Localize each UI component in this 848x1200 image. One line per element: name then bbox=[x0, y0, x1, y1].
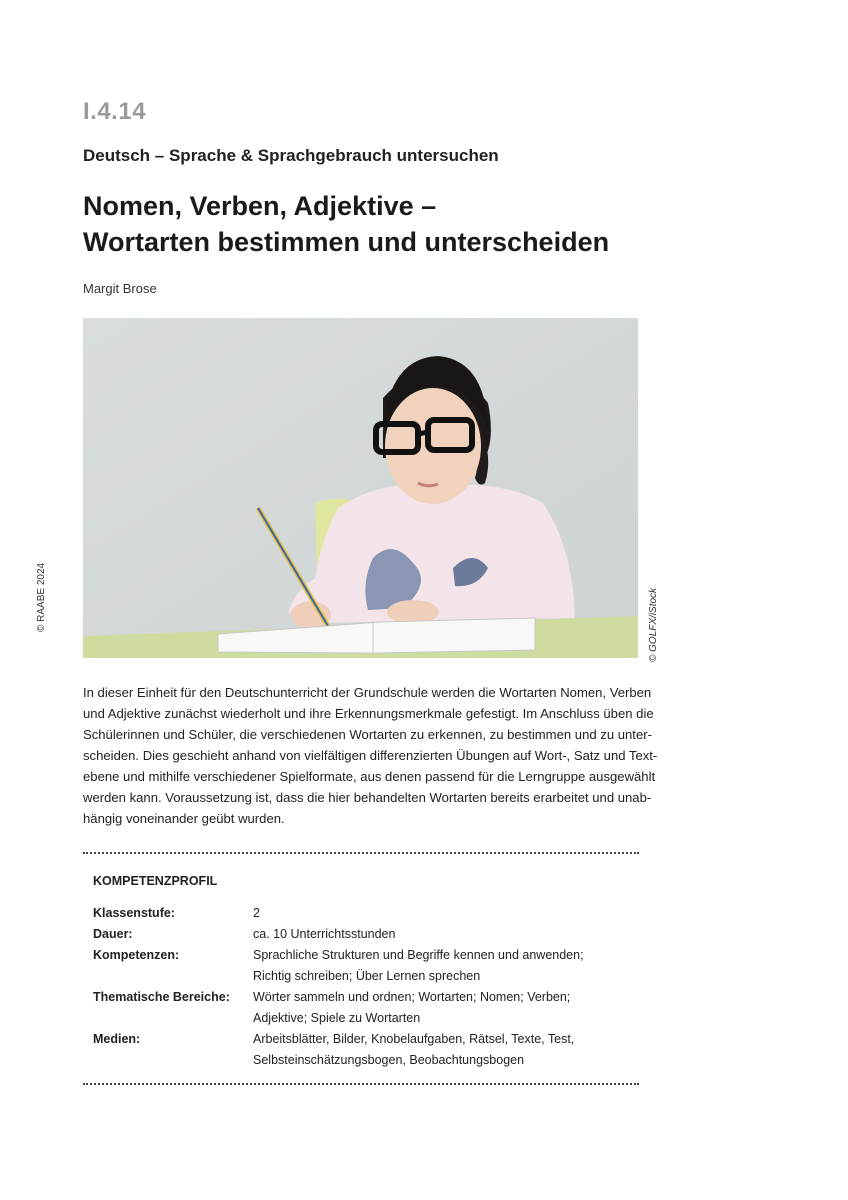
page-title bbox=[83, 188, 609, 260]
dotted-divider-top bbox=[83, 852, 639, 854]
kp-value-line: Adjektive; Spiele zu Wortarten bbox=[253, 1011, 421, 1025]
kp-value bbox=[253, 945, 584, 987]
intro-paragraph bbox=[83, 682, 658, 829]
intro-line: werden kann. Voraussetzung ist, dass die hier behandelten Wortarten bereits erarbeitet und unab- bbox=[83, 790, 652, 805]
title-line-1: Nomen, Verben, Adjektive – bbox=[83, 191, 437, 221]
kp-value-line: ca. 10 Unterrichtsstunden bbox=[253, 927, 396, 941]
kp-value bbox=[253, 1029, 574, 1071]
intro-line: In dieser Einheit für den Deutschunterricht der Grundschule werden die Wortarten Nomen, Verben bbox=[83, 685, 652, 700]
kp-value bbox=[253, 987, 570, 1029]
girl-writing-illustration bbox=[83, 318, 638, 658]
kp-value bbox=[253, 903, 260, 924]
kp-value-line: Selbsteinschätzungsbogen, Beobachtungsbogen bbox=[253, 1053, 525, 1067]
kompetenzprofil-table bbox=[93, 903, 633, 1071]
kp-label: Kompetenzen: bbox=[93, 948, 180, 962]
kp-value-line: Wörter sammeln und ordnen; Wortarten; Nomen; Verben; bbox=[253, 990, 571, 1004]
kp-row-klassenstufe bbox=[93, 903, 633, 924]
kp-row-medien bbox=[93, 1029, 633, 1071]
kp-value-line: Sprachliche Strukturen und Begriffe kennen und anwenden; bbox=[253, 948, 584, 962]
intro-line: und Adjektive zunächst wiederholt und ihre Erkennungsmerkmale gefestigt. Im Anschluss üben die bbox=[83, 706, 654, 721]
kp-value-line: Richtig schreiben; Über Lernen sprechen bbox=[253, 969, 481, 983]
kp-row-kompetenzen bbox=[93, 945, 633, 987]
kp-label: Medien: bbox=[93, 1032, 141, 1046]
cover-photo bbox=[83, 318, 638, 658]
kp-row-thematische-bereiche bbox=[93, 987, 633, 1029]
title-line-2: Wortarten bestimmen und unterscheiden bbox=[83, 227, 610, 257]
author: Margit Brose bbox=[83, 281, 157, 296]
photo-credit: © GOLFX/iStock bbox=[648, 587, 659, 662]
kp-row-dauer bbox=[93, 924, 633, 945]
copyright-notice: © RAABE 2024 bbox=[36, 562, 47, 632]
kp-value bbox=[253, 924, 395, 945]
unit-code: I.4.14 bbox=[83, 98, 147, 125]
subject-line: Deutsch – Sprache & Sprachgebrauch untersuchen bbox=[83, 146, 499, 165]
intro-line: ebene und mithilfe verschiedener Spielformate, aus denen passend für die Lerngruppe ausgewählt bbox=[83, 769, 656, 784]
kp-value-line: 2 bbox=[253, 906, 260, 920]
kp-label: Thematische Bereiche: bbox=[93, 990, 230, 1004]
intro-line: scheiden. Dies geschieht anhand von vielfältigen differenzierten Übungen auf Wort-, Satz und Text- bbox=[83, 748, 658, 763]
intro-line: Schülerinnen und Schüler, die verschiedenen Wortarten zu erkennen, zu bestimmen und zu unter- bbox=[83, 727, 652, 742]
intro-line: hängig voneinander geübt wurden. bbox=[83, 811, 285, 826]
dotted-divider-bottom bbox=[83, 1083, 639, 1085]
kompetenzprofil-heading: KOMPETENZPROFIL bbox=[93, 874, 218, 888]
kp-label: Klassenstufe: bbox=[93, 906, 175, 920]
kp-value-line: Arbeitsblätter, Bilder, Knobelaufgaben, Rätsel, Texte, Test, bbox=[253, 1032, 575, 1046]
kp-label: Dauer: bbox=[93, 927, 133, 941]
